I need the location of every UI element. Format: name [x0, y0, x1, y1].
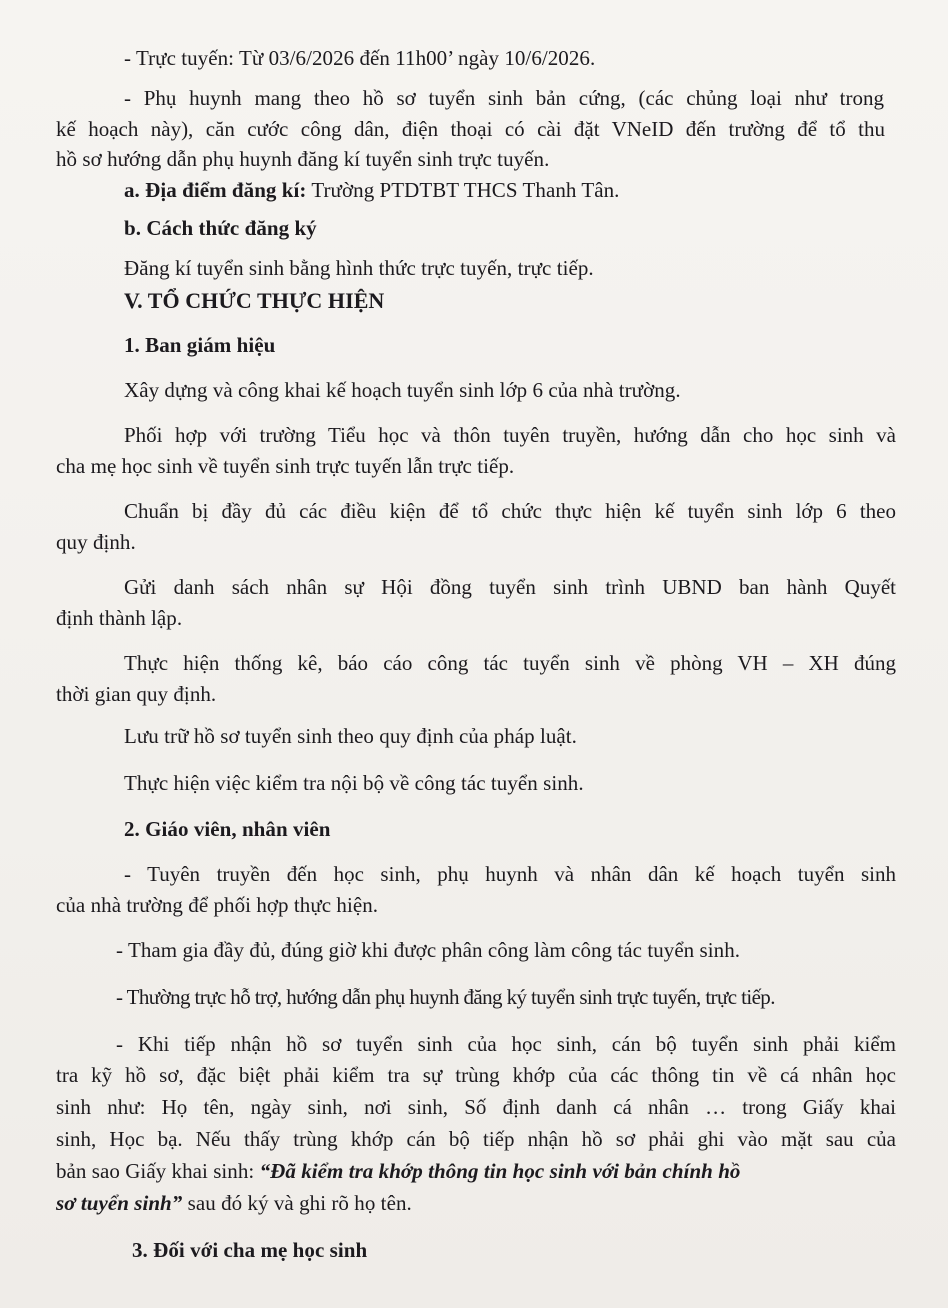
paragraph-line: Thực hiện thống kê, báo cáo công tác tuyển sinh về phòng VH – XH đúng: [124, 651, 896, 675]
paragraph-line: thời gian quy định.: [56, 682, 217, 706]
online-period-line: - Trực tuyến: Từ 03/6/2026 đến 11h00’ ngày 10/6/2026.: [124, 46, 596, 70]
registration-location-label: a. Địa điểm đăng kí:: [124, 178, 307, 202]
quoted-verification-text: “Đã kiểm tra khớp thông tin học sinh với bản chính hồ: [259, 1159, 741, 1183]
paragraph-line: tra kỹ hồ sơ, đặc biệt phải kiểm tra sự trùng khớp của các thông tin về cá nhân học: [56, 1063, 896, 1087]
paragraph-line: Đăng kí tuyển sinh bằng hình thức trực tuyến, trực tiếp.: [124, 256, 594, 280]
paragraph-line: Thực hiện việc kiểm tra nội bộ về công tác tuyển sinh.: [124, 771, 584, 795]
subheading-teachers-staff: 2. Giáo viên, nhân viên: [124, 817, 331, 841]
quoted-verification-text: sơ tuyển sinh”: [56, 1191, 183, 1215]
registration-location-line: [124, 176, 619, 204]
paragraph-text: bản sao Giấy khai sinh:: [56, 1159, 260, 1183]
paragraph-line: - Phụ huynh mang theo hồ sơ tuyển sinh bản cứng, (các chủng loại như trong: [124, 86, 884, 110]
paragraph-line: - Tuyên truyền đến học sinh, phụ huynh và nhân dân kế hoạch tuyển sinh: [124, 862, 896, 886]
paragraph-line: Lưu trữ hồ sơ tuyển sinh theo quy định của pháp luật.: [124, 724, 577, 748]
paragraph-line: - Tham gia đầy đủ, đúng giờ khi được phân công làm công tác tuyển sinh.: [116, 938, 741, 962]
registration-location-value: Trường PTDTBT THCS Thanh Tân.: [306, 178, 620, 202]
paragraph-line: - Thường trực hỗ trợ, hướng dẫn phụ huynh đăng ký tuyển sinh trực tuyến, trực tiếp.: [116, 985, 775, 1009]
paragraph-line: của nhà trường để phối hợp thực hiện.: [56, 893, 379, 917]
subheading-board-of-directors: 1. Ban giám hiệu: [124, 333, 276, 357]
paragraph-line: - Khi tiếp nhận hồ sơ tuyển sinh của học sinh, cán bộ tuyển sinh phải kiểm: [116, 1032, 896, 1056]
subheading-parents: 3. Đối với cha mẹ học sinh: [132, 1238, 368, 1262]
paragraph-line: cha mẹ học sinh về tuyển sinh trực tuyến lẫn trực tiếp.: [56, 454, 515, 478]
paragraph-line: Gửi danh sách nhân sự Hội đồng tuyển sinh trình UBND ban hành Quyết: [124, 575, 896, 599]
paragraph-line: quy định.: [56, 530, 136, 554]
paragraph-line: sinh, Học bạ. Nếu thấy trùng khớp cán bộ tiếp nhận hồ sơ phải ghi vào mặt sau của: [56, 1127, 896, 1151]
paragraph-line: kế hoạch này), căn cước công dân, điện thoại có cài đặt VNeID đến trường để tổ thu: [56, 117, 885, 141]
paragraph-line: hồ sơ hướng dẫn phụ huynh đăng kí tuyển sinh trực tuyến.: [56, 147, 550, 171]
paragraph-line: định thành lập.: [56, 606, 183, 630]
paragraph-line: [56, 1189, 412, 1217]
paragraph-line: Chuẩn bị đầy đủ các điều kiện để tổ chức thực hiện kế tuyển sinh lớp 6 theo: [124, 499, 896, 523]
section-heading-v: V. TỔ CHỨC THỰC HIỆN: [124, 288, 385, 313]
subheading-registration-method: b. Cách thức đăng ký: [124, 216, 317, 240]
paragraph-line: sinh như: Họ tên, ngày sinh, nơi sinh, Số định danh cá nhân … trong Giấy khai: [56, 1095, 896, 1119]
paragraph-text: sau đó ký và ghi rõ họ tên.: [182, 1191, 412, 1215]
paragraph-line: Phối hợp với trường Tiểu học và thôn tuyên truyền, hướng dẫn cho học sinh và: [124, 423, 896, 447]
paragraph-line: Xây dựng và công khai kế hoạch tuyển sinh lớp 6 của nhà trường.: [124, 378, 681, 402]
paragraph-line: [56, 1157, 741, 1185]
